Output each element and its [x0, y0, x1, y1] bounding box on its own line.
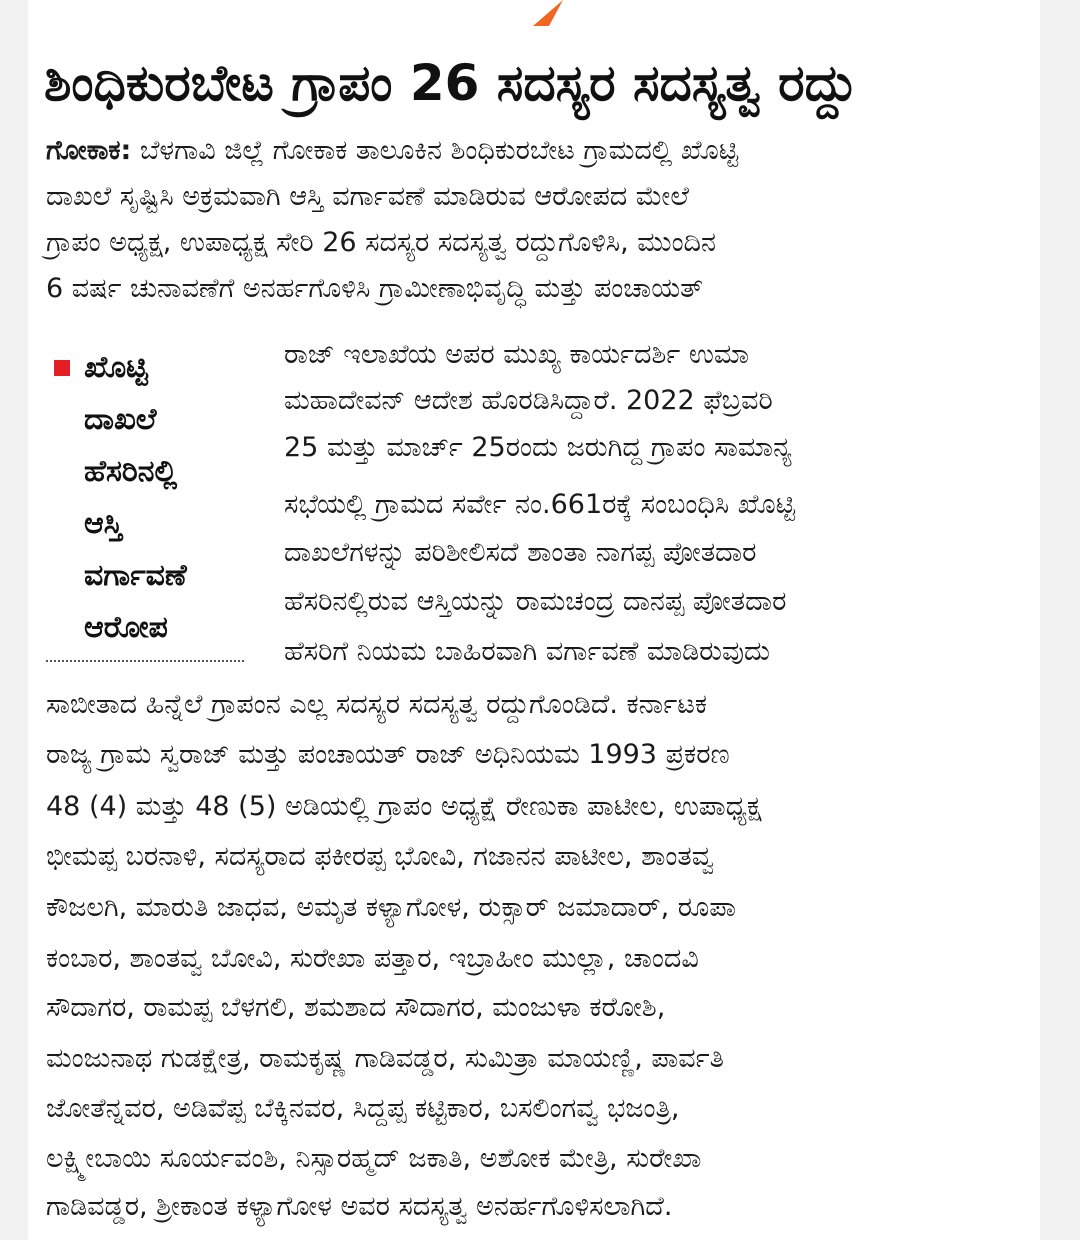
article-tail-line: ಲಕ್ಷ್ಮೀಬಾಯಿ ಸೂರ್ಯವಂಶಿ, ನಿಸ್ಸಾರಹ್ಮದ್ ಜಕಾತಿ, ಅಶೋಕ ಮೇತ್ರಿ, ಸುರೇಖಾ	[46, 1143, 702, 1174]
pull-quote-line: ವರ್ಗಾವಣೆ	[84, 558, 187, 593]
article-lead-line: ದಾಖಲೆ ಸೃಷ್ಟಿಸಿ ಅಕ್ರಮವಾಗಿ ಆಸ್ತಿ ವರ್ಗಾವಣೆ ಮಾಡಿರುವ ಆರೋಪದ ಮೇಲೆ	[46, 181, 689, 212]
article-tail-line: ಭೀಮಪ್ಪ ಬರನಾಳಿ, ಸದಸ್ಯರಾದ ಫಕೀರಪ್ಪ ಭೋವಿ, ಗಜಾನನ ಪಾಟೀಲ, ಶಾಂತವ್ವ	[46, 841, 714, 872]
article-tail-line: 48 (4) ಮತ್ತು 48 (5) ಅಡಿಯಲ್ಲಿ ಗ್ರಾಪಂ ಅಧ್ಯಕ್ಷೆ ರೇಣುಕಾ ಪಾಟೀಲ, ಉಪಾಧ್ಯಕ್ಷ	[46, 791, 762, 822]
pull-quote-line: ದಾಖಲೆ	[84, 402, 157, 437]
article-tail-line: ಮಂಜುನಾಥ ಗುಡಕ್ಷೇತ್ರ, ರಾಮಕೃಷ್ಣ ಗಾಡಿವಡ್ಡರ, ಸುಮಿತ್ರಾ ಮಾಯಣ್ಣಿ, ಪಾರ್ವತಿ	[46, 1043, 724, 1074]
article-column-line: ಮಹಾದೇವನ್ ಆದೇಶ ಹೊರಡಿಸಿದ್ದಾರೆ. 2022 ಫೆಬ್ರವರಿ	[284, 385, 773, 416]
article-lead-line: ಗ್ರಾಪಂ ಅಧ್ಯಕ್ಷ, ಉಪಾಧ್ಯಕ್ಷ ಸೇರಿ 26 ಸದಸ್ಯರ ಸದಸ್ಯತ್ವ ರದ್ದುಗೊಳಿಸಿ, ಮುಂದಿನ	[46, 227, 716, 258]
article-lead-line: 6 ವರ್ಷ ಚುನಾವಣೆಗೆ ಅನರ್ಹಗೊಳಿಸಿ ಗ್ರಾಮೀಣಾಭಿವೃದ್ಧಿ ಮತ್ತು ಪಂಚಾಯತ್	[46, 273, 704, 304]
article-tail-line: ಕೌಜಲಗಿ, ಮಾರುತಿ ಜಾಧವ, ಅಮೃತ ಕಳ್ಯಾಗೋಳ, ರುಕ್ಸಾರ್ ಜಮಾದಾರ್, ರೂಪಾ	[46, 892, 737, 923]
red-square-bullet-icon	[54, 360, 70, 376]
orange-arrow-mark	[533, 0, 563, 26]
newspaper-clipping	[28, 0, 1040, 1240]
article-tail-line: ಗಾಡಿವಡ್ಡರ, ಶ್ರೀಕಾಂತ ಕಳ್ಯಾಗೋಳ ಅವರ ಸದಸ್ಯತ್ವ ಅನರ್ಹಗೊಳಿಸಲಾಗಿದೆ.	[46, 1191, 673, 1222]
pull-quote-line: ಆಸ್ತಿ	[84, 506, 123, 541]
article-headline: ಶಿಂಧಿಕುರಬೇಟ ಗ್ರಾಪಂ 26 ಸದಸ್ಯರ ಸದಸ್ಯತ್ವ ರದ್ದು	[44, 54, 858, 112]
article-tail-line: ಸೌದಾಗರ, ರಾಮಪ್ಪ ಬೆಳಗಲಿ, ಶಮಶಾದ ಸೌದಾಗರ, ಮಂಜುಳಾ ಕರೋಶಿ,	[46, 992, 666, 1023]
article-column-line: ಹೆಸರಿನಲ್ಲಿರುವ ಆಸ್ತಿಯನ್ನು ರಾಮಚಂದ್ರ ದಾನಪ್ಪ ಪೋತದಾರ	[284, 586, 787, 617]
article-tail-line: ಜೋತೆನ್ನವರ, ಅಡಿವೆಪ್ಪ ಬೆಕ್ಕಿನವರ, ಸಿದ್ದಪ್ಪ ಕಟ್ಟಿಕಾರ, ಬಸಲಿಂಗವ್ವ ಭಜಂತ್ರಿ,	[46, 1093, 680, 1124]
article-column-line: ಹೆಸರಿಗೆ ನಿಯಮ ಬಾಹಿರವಾಗಿ ವರ್ಗಾವಣೆ ಮಾಡಿರುವುದು	[284, 636, 771, 667]
dateline: ಗೋಕಾಕ:	[46, 135, 132, 166]
pull-quote-line: ಖೊಟ್ಟಿ	[84, 350, 148, 385]
lead-text: ಬೆಳಗಾವಿ ಜಿಲ್ಲೆ ಗೋಕಾಕ ತಾಲೂಕಿನ ಶಿಂಧಿಕುರಬೇಟ ಗ್ರಾಮದಲ್ಲಿ ಖೊಟ್ಟಿ	[131, 135, 739, 166]
article-column-line: ದಾಖಲೆಗಳನ್ನು ಪರಿಶೀಲಿಸದೆ ಶಾಂತಾ ನಾಗಪ್ಪ ಪೋತದಾರ	[284, 537, 757, 568]
article-column-line: ರಾಜ್ ಇಲಾಖೆಯ ಅಪರ ಮುಖ್ಯ ಕಾರ್ಯದರ್ಶಿ ಉಮಾ	[284, 339, 750, 370]
article-column-line: 25 ಮತ್ತು ಮಾರ್ಚ್ 25ರಂದು ಜರುಗಿದ್ದ ಗ್ರಾಪಂ ಸಾಮಾನ್ಯ	[284, 432, 792, 463]
article-lead-line	[46, 130, 738, 172]
pull-quote-line: ಆರೋಪ	[84, 610, 168, 645]
article-tail-line: ಕಂಬಾರ, ಶಾಂತವ್ವ ಬೋವಿ, ಸುರೇಖಾ ಪತ್ತಾರ, ಇಬ್ರಾಹೀಂ ಮುಲ್ಲಾ, ಚಾಂದವಿ	[46, 943, 699, 974]
article-tail-line: ಸಾಬೀತಾದ ಹಿನ್ನೆಲೆ ಗ್ರಾಪಂನ ಎಲ್ಲ ಸದಸ್ಯರ ಸದಸ್ಯತ್ವ ರದ್ದುಗೊಂಡಿದೆ. ಕರ್ನಾಟಕ	[46, 689, 707, 720]
article-column-line: ಸಭೆಯಲ್ಲಿ ಗ್ರಾಮದ ಸರ್ವೇ ನಂ.661ರಕ್ಕೆ ಸಂಬಂಧಿಸಿ ಖೊಟ್ಟಿ	[284, 489, 796, 520]
pull-quote-line: ಹೆಸರಿನಲ್ಲಿ	[84, 454, 178, 489]
dotted-divider	[46, 660, 244, 662]
article-tail-line: ರಾಜ್ಯ ಗ್ರಾಮ ಸ್ವರಾಜ್ ಮತ್ತು ಪಂಚಾಯತ್ ರಾಜ್ ಅಧಿನಿಯಮ 1993 ಪ್ರಕರಣ	[46, 739, 730, 770]
